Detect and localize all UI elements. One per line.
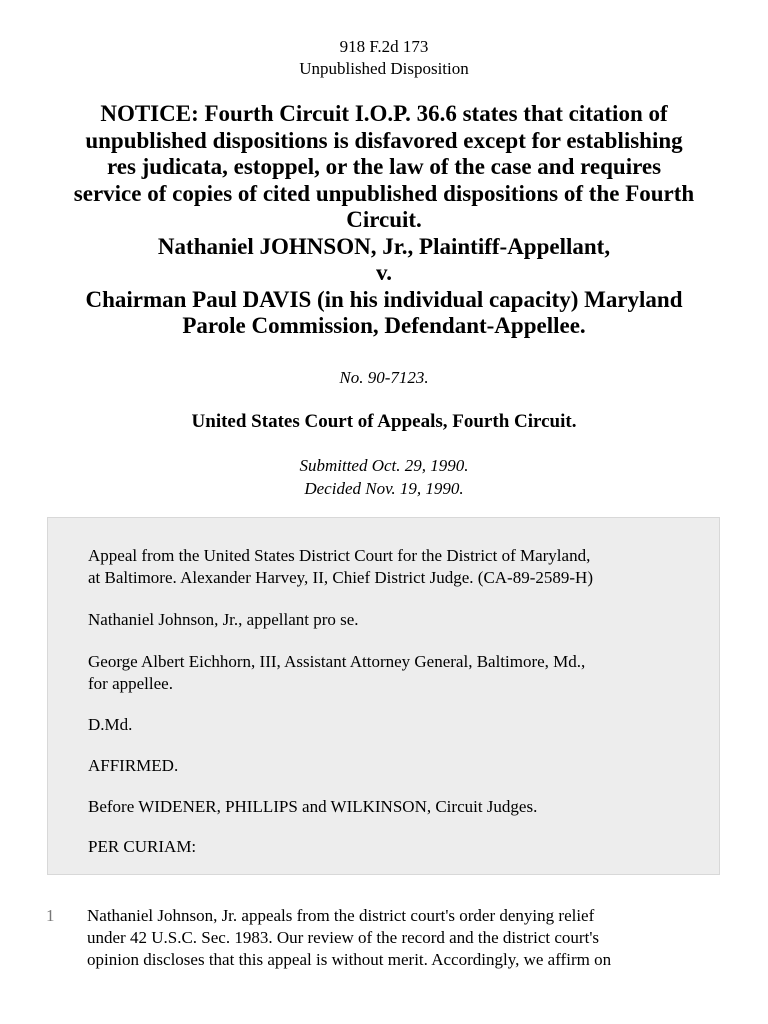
appellee-counsel-line: for appellee.: [88, 674, 173, 693]
per-curiam-label: PER CURIAM:: [88, 837, 197, 856]
submitted-date: Submitted Oct. 29, 1990.: [299, 456, 469, 475]
appellee-counsel: [88, 651, 699, 695]
disposition-label: Unpublished Disposition: [299, 59, 469, 78]
case-summary-box: [47, 517, 720, 875]
reporter-citation: 918 F.2d 173: [339, 37, 429, 56]
appeal-from: [88, 545, 699, 589]
opinion-paragraph: [87, 905, 727, 971]
notice-line: res judicata, estoppel, or the law of the case and requires: [106, 154, 662, 179]
opinion-line: opinion discloses that this appeal is without merit. Accordingly, we affirm on: [87, 950, 612, 969]
appellant-party: Nathaniel JOHNSON, Jr., Plaintiff-Appellant,: [157, 233, 611, 259]
notice-line: service of copies of cited unpublished dispositions of the Fourth: [73, 180, 695, 206]
case-caption: [40, 101, 728, 340]
appellee-party-line: Parole Commission, Defendant-Appellee.: [182, 313, 586, 338]
notice-line: NOTICE: Fourth Circuit I.O.P. 36.6 states that citation of: [100, 101, 668, 126]
appellee-counsel-line: George Albert Eichhorn, III, Assistant Attorney General, Baltimore, Md.,: [88, 652, 586, 671]
docket-number: No. 90-7123.: [339, 368, 429, 387]
appellee-party-line: Chairman Paul DAVIS (in his individual capacity) Maryland: [85, 286, 683, 312]
opinion-line: under 42 U.S.C. Sec. 1983. Our review of the record and the district court's: [87, 928, 599, 947]
notice-line: Circuit.: [346, 207, 422, 232]
appeal-from-line: Appeal from the United States District Court for the District of Maryland,: [88, 546, 591, 565]
notice-line: unpublished dispositions is disfavored except for establishing: [85, 127, 683, 153]
court-name: United States Court of Appeals, Fourth Circuit.: [191, 411, 577, 432]
district-label: D.Md.: [88, 715, 133, 734]
panel-judges: Before WIDENER, PHILLIPS and WILKINSON, Circuit Judges.: [88, 797, 538, 816]
versus-label: v.: [376, 260, 392, 285]
appellant-counsel: Nathaniel Johnson, Jr., appellant pro se.: [88, 610, 359, 629]
appeal-from-line: at Baltimore. Alexander Harvey, II, Chief District Judge. (CA-89-2589-H): [88, 568, 593, 587]
disposition-result: AFFIRMED.: [88, 756, 179, 775]
citation-header: [0, 36, 768, 80]
decided-date: Decided Nov. 19, 1990.: [304, 479, 464, 498]
paragraph-number: 1: [46, 906, 55, 925]
opinion-line: Nathaniel Johnson, Jr. appeals from the district court's order denying relief: [87, 906, 595, 925]
case-dates: [0, 454, 768, 500]
